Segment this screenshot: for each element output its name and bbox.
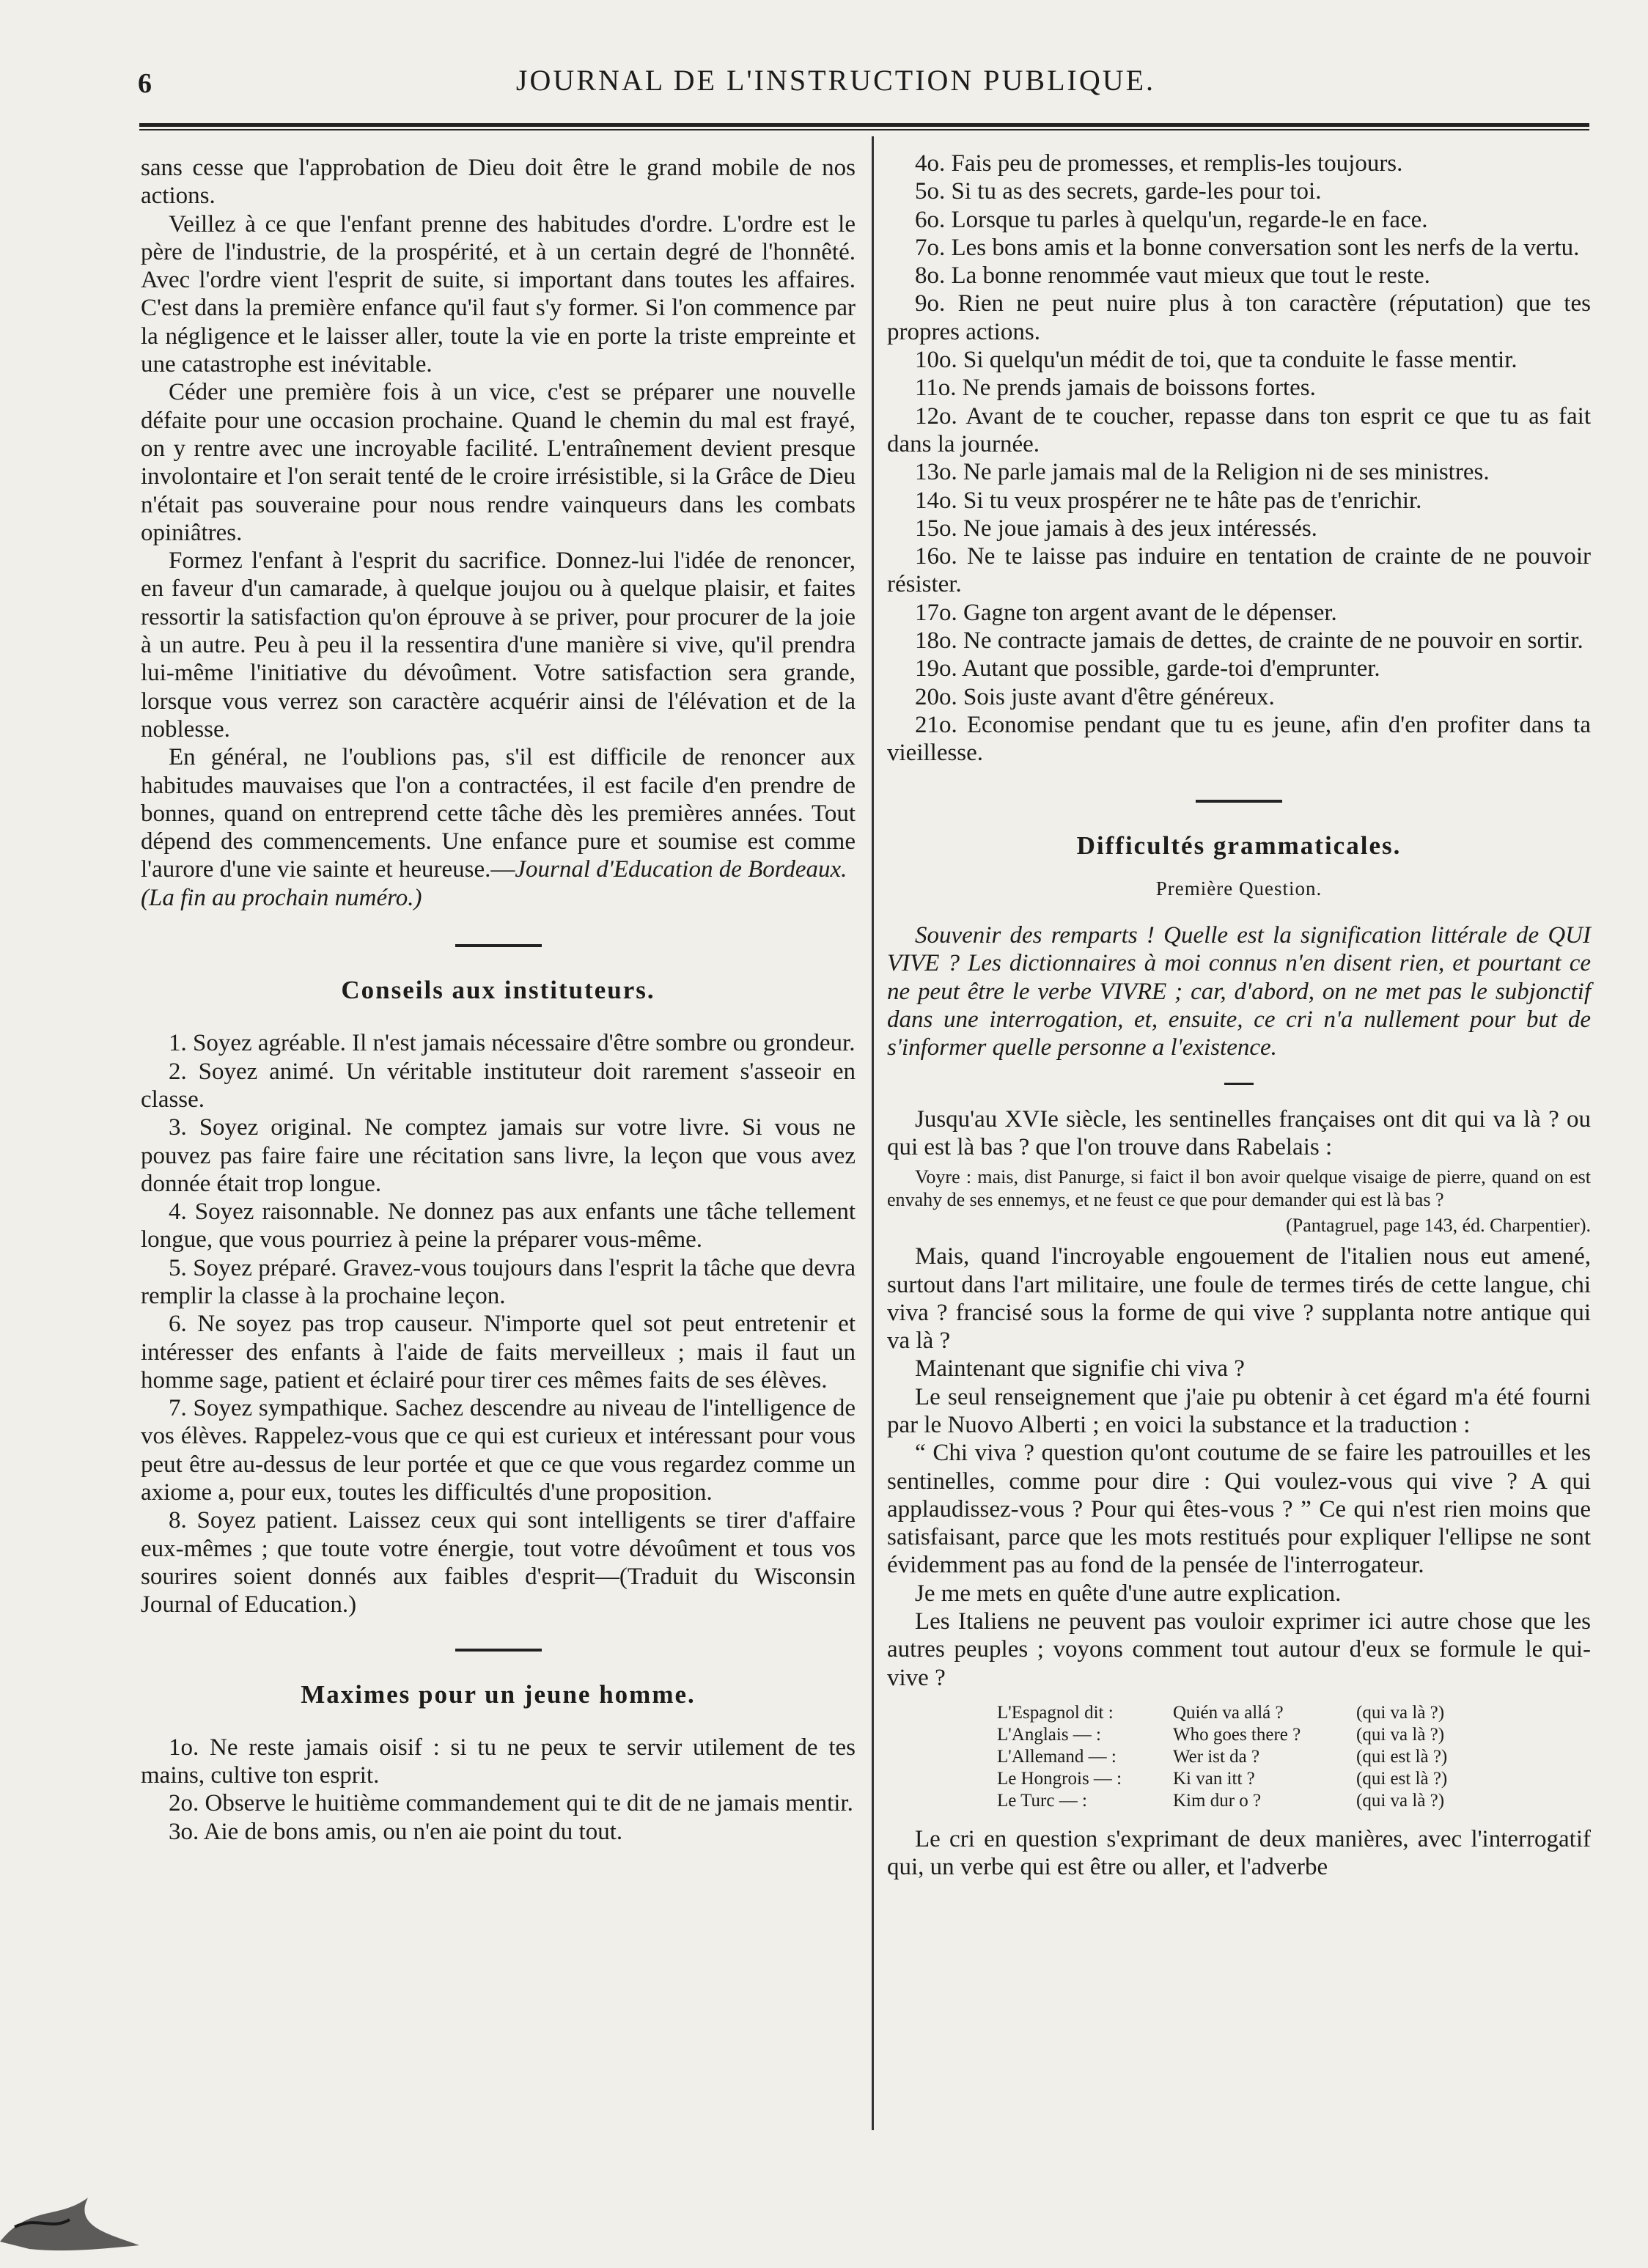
question-text: Souvenir des remparts ! Quelle est la signification littérale de QUI VIVE ? Les dictionnaires à moi connus n'en disent rien, et pourtant ce ne peut être le verbe VIVRE ; car, d'abord, on ne met pas le subjonctif dans une interrogation, et, ensuite, ce cri n'a nullement pour but de s'informer quelle personne a l'existence. — [887, 922, 1591, 1061]
language-table — [997, 1702, 1591, 1812]
language-label: Le Hongrois — : — [997, 1768, 1122, 1789]
short-separator — [1224, 1083, 1254, 1085]
list-item: 19o. Autant que possible, garde-toi d'emprunter. — [915, 655, 1380, 682]
section-heading-difficultes: Difficultés grammaticales. — [1076, 831, 1402, 860]
section-heading-maximes: Maximes pour un jeune homme. — [301, 1679, 696, 1709]
header-rule-thin — [139, 129, 1589, 130]
list-item: 21o. Economise pendant que tu es jeune, afin d'en profiter dans ta vieillesse. — [887, 711, 1591, 767]
language-label: L'Anglais — : — [997, 1724, 1101, 1745]
table-row — [997, 1790, 1591, 1812]
continued-note: (La fin au prochain numéro.) — [141, 884, 422, 911]
right-column — [887, 150, 1591, 1882]
list-item: 3. Soyez original. Ne comptez jamais sur votre livre. Si vous ne pouvez pas faire faire une récitation sans livre, la leçon que vous avez donnée était trop longue. — [141, 1114, 856, 1197]
corner-ornament-icon — [0, 2176, 154, 2256]
rabelais-quote — [887, 1166, 1591, 1211]
paragraph: sans cesse que l'approbation de Dieu doit être le grand mobile de nos actions. — [141, 155, 856, 210]
section-heading-conseils: Conseils aux instituteurs. — [341, 976, 655, 1005]
list-item: 9o. Rien ne peut nuire plus à ton caractère (réputation) que tes propres actions. — [887, 290, 1591, 345]
list-item: 7o. Les bons amis et la bonne conversation sont les nerfs de la vertu. — [915, 234, 1580, 261]
paragraph: Veillez à ce que l'enfant prenne des habitudes d'ordre. L'ordre est le père de l'industrie, de la prospérité, et à un certain degré de l'honnêté. Avec l'ordre vient l'esprit de suite, si important dans toutes les affaires. C'est dans la première enfance qu'il faut s'y former. Si l'on commence par la négligence et le laisser aller, toute la vie en porte la triste empreinte et une catastrophe est inévitable. — [141, 210, 856, 378]
list-item: 1. Soyez agréable. Il n'est jamais nécessaire d'être sombre ou grondeur. — [169, 1030, 856, 1057]
paragraph: Céder une première fois à un vice, c'est se préparer une nouvelle défaite pour une occasion prochaine. Quand le chemin du mal est frayé, on y rentre avec une incroyable facilité. L'entraînement devient presque involontaire et l'on serait tenté de le croire irrésistible, si la Grâce de Dieu n'était pas souveraine pour nous rendre vainqueurs dans les combats opiniâtres. — [141, 379, 856, 546]
list-item: 11o. Ne prends jamais de boissons fortes. — [915, 375, 1316, 402]
list-item: 4. Soyez raisonnable. Ne donnez pas aux enfants une tâche tellement longue, que vous pourriez à peine la préparer vous-même. — [141, 1199, 856, 1253]
paragraph: Le cri en question s'exprimant de deux manières, avec l'interrogatif qui, un verbe qui est être ou aller, et l'adverbe — [887, 1825, 1591, 1881]
language-label: L'Espagnol dit : — [997, 1702, 1114, 1723]
page-number: 6 — [138, 68, 152, 99]
language-translation: (qui est là ?) — [1356, 1768, 1448, 1789]
source-credit: Journal d'Education de Bordeaux. — [515, 856, 847, 883]
list-item: 13o. Ne parle jamais mal de la Religion ni de ses ministres. — [915, 459, 1490, 486]
running-title: JOURNAL DE L'INSTRUCTION PUBLIQUE. — [515, 64, 1156, 97]
language-label: Le Turc — : — [997, 1790, 1087, 1811]
paragraph: Le seul renseignement que j'aie pu obtenir à cet égard m'a été fourni par le Nuovo Alberti ; en voici la substance et la traduction : — [887, 1383, 1591, 1438]
language-phrase: Who goes there ? — [1173, 1724, 1301, 1745]
list-item: 12o. Avant de te coucher, repasse dans ton esprit ce que tu as fait dans la journée. — [887, 402, 1591, 457]
question-label: Première Question. — [1155, 877, 1323, 899]
list-item: 5. Soyez préparé. Gravez-vous toujours dans l'esprit la tâche que devra remplir la classe à la prochaine leçon. — [141, 1254, 856, 1309]
list-item: 18o. Ne contracte jamais de dettes, de crainte de ne pouvoir en sortir. — [915, 627, 1583, 655]
paragraph: Les Italiens ne peuvent pas vouloir exprimer ici autre chose que les autres peuples ; voyons comment tout autour d'eux se formule le qui-vive ? — [887, 1608, 1591, 1691]
list-item: 8o. La bonne renommée vaut mieux que tout le reste. — [915, 262, 1430, 290]
list-item: 10o. Si quelqu'un médit de toi, que ta conduite le fasse mentir. — [915, 347, 1518, 374]
list-item: 6. Ne soyez pas trop causeur. N'importe quel sot peut entretenir et intéresser des enfants à l'aide de faits merveilleux ; mais il faut un homme sage, patient et éclairé pour tirer ces mêmes faits de ses élèves. — [141, 1311, 856, 1393]
language-translation: (qui va là ?) — [1356, 1790, 1445, 1811]
language-phrase: Kim dur o ? — [1173, 1790, 1262, 1811]
list-item: 4o. Fais peu de promesses, et remplis-les toujours. — [915, 150, 1403, 177]
section-separator — [455, 1649, 542, 1652]
list-item: 17o. Gagne ton argent avant de le dépenser. — [915, 599, 1337, 626]
list-item: 5o. Si tu as des secrets, garde-les pour toi. — [915, 178, 1322, 205]
paragraph: “ Chi viva ? question qu'ont coutume de se faire les patrouilles et les sentinelles, comme pour dire : Qui voulez-vous qui vive ? A qui applaudissez-vous ? Pour qui êtes-vous ? ” Ce qui n'est rien moins que satisfaisant, parce que les mots restitués pour expliquer l'ellipse ne sont évidemment pas au fond de la pensée de l'interrogateur. — [887, 1440, 1591, 1579]
paragraph: Mais, quand l'incroyable engouement de l'italien nous eut amené, surtout dans l'art militaire, une foule de termes tirés de cette langue, chi viva ? francisé sous la forme de qui vive ? supplanta notre antique qui va là ? — [887, 1243, 1591, 1355]
paragraph-with-credit — [141, 743, 856, 883]
list-item: 3o. Aie de bons amis, ou n'en aie point du tout. — [169, 1818, 623, 1845]
language-translation: (qui va là ?) — [1356, 1702, 1445, 1723]
table-row — [997, 1702, 1591, 1724]
language-translation: (qui va là ?) — [1356, 1724, 1445, 1745]
language-phrase: Wer ist da ? — [1173, 1746, 1260, 1767]
list-item: 8. Soyez patient. Laissez ceux qui sont intelligents se tirer d'affaire eux-mêmes ; que toute votre énergie, tout votre dévoûment et tous vos sourires soient donnés aux faibles d'esprit—(Traduit du Wisconsin Journal of Education.) — [141, 1507, 856, 1619]
list-item: 20o. Sois juste avant d'être généreux. — [915, 683, 1275, 710]
paragraph: Jusqu'au XVIe siècle, les sentinelles françaises ont dit qui va là ? ou qui est là bas ? que l'on trouve dans Rabelais : — [887, 1105, 1591, 1160]
paragraph: Formez l'enfant à l'esprit du sacrifice. Donnez-lui l'idée de renoncer, en faveur d'un camarade, à quelque joujou ou à quelque plaisir, et faites ressortir la satisfaction qu'on éprouve à se priver, pour procurer de la joie à un autre. Peu à peu il la ressentira d'une manière si vive, qu'il prendra lui-même l'initiative du dévoûment. Votre satisfaction sera grande, lorsque vous verrez son caractère acquérir ainsi de l'élévation et de la noblesse. — [141, 548, 856, 743]
list-item: 7. Soyez sympathique. Sachez descendre au niveau de l'intelligence de vos élèves. Rappelez-vous que ce qui est curieux et intéressant pour vous peut être au-dessus de leur portée et que ce que vous regardez comme un axiome a, pour eux, toutes les difficultés d'une proposition. — [141, 1395, 856, 1506]
paragraph: Je me mets en quête d'une autre explication. — [915, 1580, 1342, 1607]
language-label: L'Allemand — : — [997, 1746, 1117, 1767]
header-rule-thick — [139, 123, 1589, 127]
paragraph-text: En général, ne l'oublions pas, s'il est difficile de renoncer aux habitudes mauvaises que l'on a contractées, il est facile d'en prendre de bonnes, quand on entreprend cette tâche dès les premières années. Tout dépend des commencements. Une enfance pure et soumise est comme l'aurore d'une vie sainte et heureuse.— — [141, 744, 856, 883]
language-phrase: Quién va allá ? — [1173, 1702, 1284, 1723]
list-item: 6o. Lorsque tu parles à quelqu'un, regarde-le en face. — [915, 206, 1428, 233]
paragraph: Maintenant que signifie chi viva ? — [915, 1355, 1245, 1382]
section-separator — [1196, 800, 1282, 803]
list-item: 2o. Observe le huitième commandement qui te dit de ne jamais mentir. — [169, 1790, 853, 1817]
table-row — [997, 1746, 1591, 1768]
table-row — [997, 1724, 1591, 1746]
list-item: 2. Soyez animé. Un véritable instituteur doit rarement s'asseoir en classe. — [141, 1058, 856, 1113]
column-divider — [872, 136, 874, 2130]
list-item: 14o. Si tu veux prospérer ne te hâte pas de t'enrichir. — [915, 487, 1422, 514]
section-separator — [455, 944, 542, 947]
language-phrase: Ki van itt ? — [1173, 1768, 1255, 1789]
list-item: 16o. Ne te laisse pas induire en tentation de crainte de ne pouvoir résister. — [887, 543, 1591, 598]
list-item: 1o. Ne reste jamais oisif : si tu ne peux te servir utilement de tes mains, cultive ton esprit. — [141, 1734, 856, 1789]
table-row — [997, 1768, 1591, 1790]
left-column — [141, 154, 856, 1846]
quote-citation: (Pantagruel, page 143, éd. Charpentier). — [1286, 1215, 1591, 1237]
language-translation: (qui est là ?) — [1356, 1746, 1448, 1767]
list-item: 15o. Ne joue jamais à des jeux intéressés. — [915, 515, 1317, 542]
quote-text: Voyre : mais, dist Panurge, si faict il bon avoir quelque visaige de pierre, quand on est envahy de ses ennemys, et ne feust ce que pour demander qui est là bas ? — [887, 1166, 1591, 1211]
